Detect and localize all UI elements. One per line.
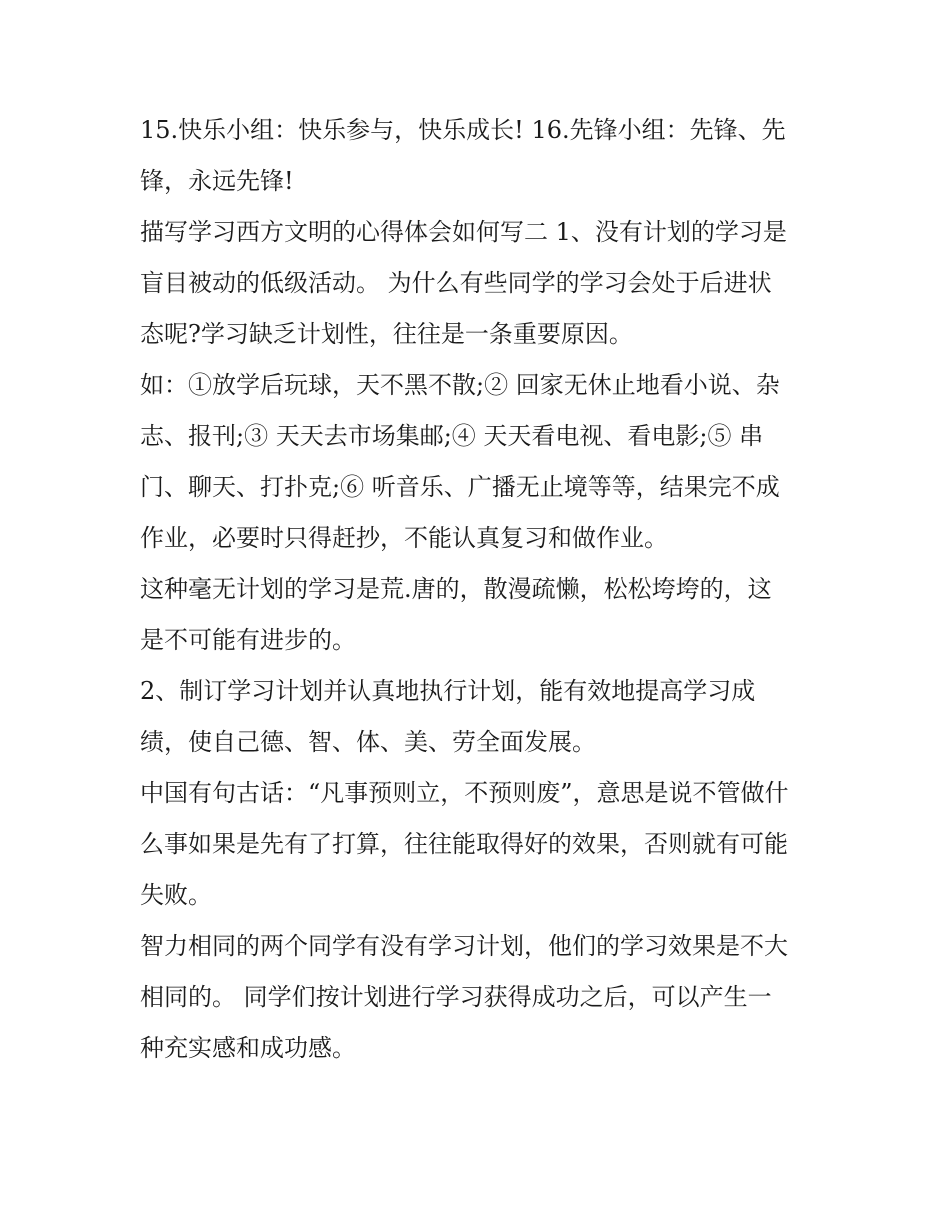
paragraph-2 [140, 207, 820, 360]
text-line: 智力相同的两个同学有没有学习计划，他们的学习效果是不大 [140, 932, 788, 960]
text-line: 门、聊天、打扑克;⑥ 听音乐、广播无止境等等，结果完不成 [140, 473, 780, 501]
text-line: 么事如果是先有了打算，往往能取得好的效果，否则就有可能 [140, 830, 788, 858]
text-line: 锋，永远先锋! [140, 167, 294, 195]
text-line: 态呢?学习缺乏计划性，往往是一条重要原因。 [140, 320, 633, 348]
text-line: 是不可能有进步的。 [140, 626, 356, 654]
text-line: 相同的。 同学们按计划进行学习获得成功之后，可以产生一 [140, 983, 772, 1011]
paragraph-3 [140, 360, 820, 564]
paragraph-6 [140, 768, 820, 921]
text-line: 15.快乐小组：快乐参与，快乐成长! 16.先锋小组：先锋、先 [140, 116, 786, 144]
text-line: 描写学习西方文明的心得体会如何写二 1、没有计划的学习是 [140, 218, 787, 246]
text-line: 作业，必要时只得赶抄，不能认真复习和做作业。 [140, 524, 668, 552]
paragraph-5 [140, 666, 820, 768]
text-line: 2、制订学习计划并认真地执行计划，能有效地提高学习成 [140, 677, 756, 705]
text-line: 志、报刊;③ 天天去市场集邮;④ 天天看电视、看电影;⑤ 串 [140, 422, 764, 450]
text-line: 种充实感和成功感。 [140, 1034, 356, 1062]
text-line: 绩，使自己德、智、体、美、劳全面发展。 [140, 728, 596, 756]
paragraph-4 [140, 564, 820, 666]
paragraph-7 [140, 921, 820, 1074]
text-line: 失败。 [140, 881, 212, 909]
document-body [140, 105, 820, 1074]
text-line: 如：①放学后玩球，天不黑不散;② 回家无休止地看小说、杂 [140, 371, 780, 399]
text-line: 这种毫无计划的学习是荒.唐的，散漫疏懒，松松垮垮的，这 [140, 575, 772, 603]
text-line: 中国有句古话：“凡事预则立，不预则废”，意思是说不管做什 [140, 779, 789, 807]
text-line: 盲目被动的低级活动。 为什么有些同学的学习会处于后进状 [140, 269, 772, 297]
paragraph-1 [140, 105, 820, 207]
